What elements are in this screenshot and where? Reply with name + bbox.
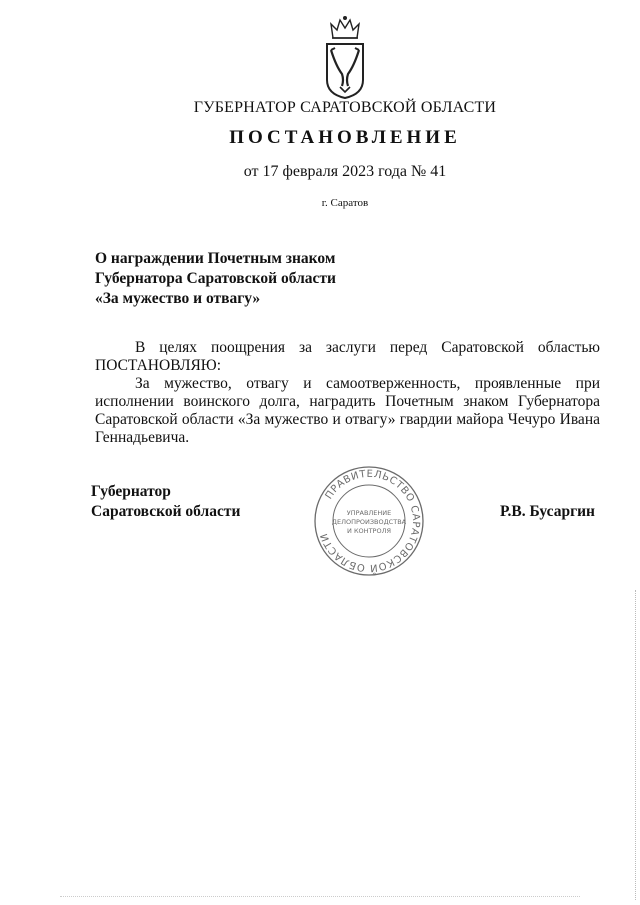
document-type: ПОСТАНОВЛЕНИЕ — [229, 127, 461, 148]
signatory-title-line: Саратовской области — [91, 503, 241, 520]
signatory-name: Р.В. Бусаргин — [500, 503, 595, 520]
seal-outer-text: ПРАВИТЕЛЬСТВО САРАТОВСКОЙ ОБЛАСТИ — [318, 468, 422, 574]
signatory-title — [91, 482, 291, 522]
signatory-title-line: Губернатор — [91, 483, 171, 500]
scan-bottom-artifact — [60, 896, 580, 899]
subject-line: Губернатора Саратовской области — [95, 270, 336, 287]
seal-inner-text: ДЕЛОПРОИЗВОДСТВА — [331, 518, 407, 526]
scan-edge-artifact — [633, 590, 636, 900]
document-date-number: от 17 февраля 2023 года № 41 — [243, 163, 447, 180]
body-paragraph: В целях поощрения за заслуги перед Саратовской областью ПОСТАНОВЛЯЮ: — [95, 339, 600, 374]
document-subject — [95, 249, 455, 309]
body-paragraph: За мужество, отвагу и самоотверженность, проявленные при исполнении воинского долга, наградить Почетным знаком Губернатора Саратовской области «За мужество и отвагу» гвардии майора Чечуро Ивана Геннадьевича. — [95, 375, 600, 446]
subject-line: «За мужество и отвагу» — [95, 290, 261, 307]
seal-inner-text: УПРАВЛЕНИЕ — [346, 509, 392, 517]
seal-inner-text: И КОНТРОЛЯ — [347, 527, 391, 535]
document-body — [95, 339, 600, 447]
coat-of-arms-icon — [322, 14, 368, 100]
document-city: г. Саратов — [321, 197, 369, 209]
subject-line: О награждении Почетным знаком — [95, 250, 336, 267]
issuer-title: ГУБЕРНАТОР САРАТОВСКОЙ ОБЛАСТИ — [193, 99, 497, 116]
official-seal-icon — [313, 465, 425, 577]
